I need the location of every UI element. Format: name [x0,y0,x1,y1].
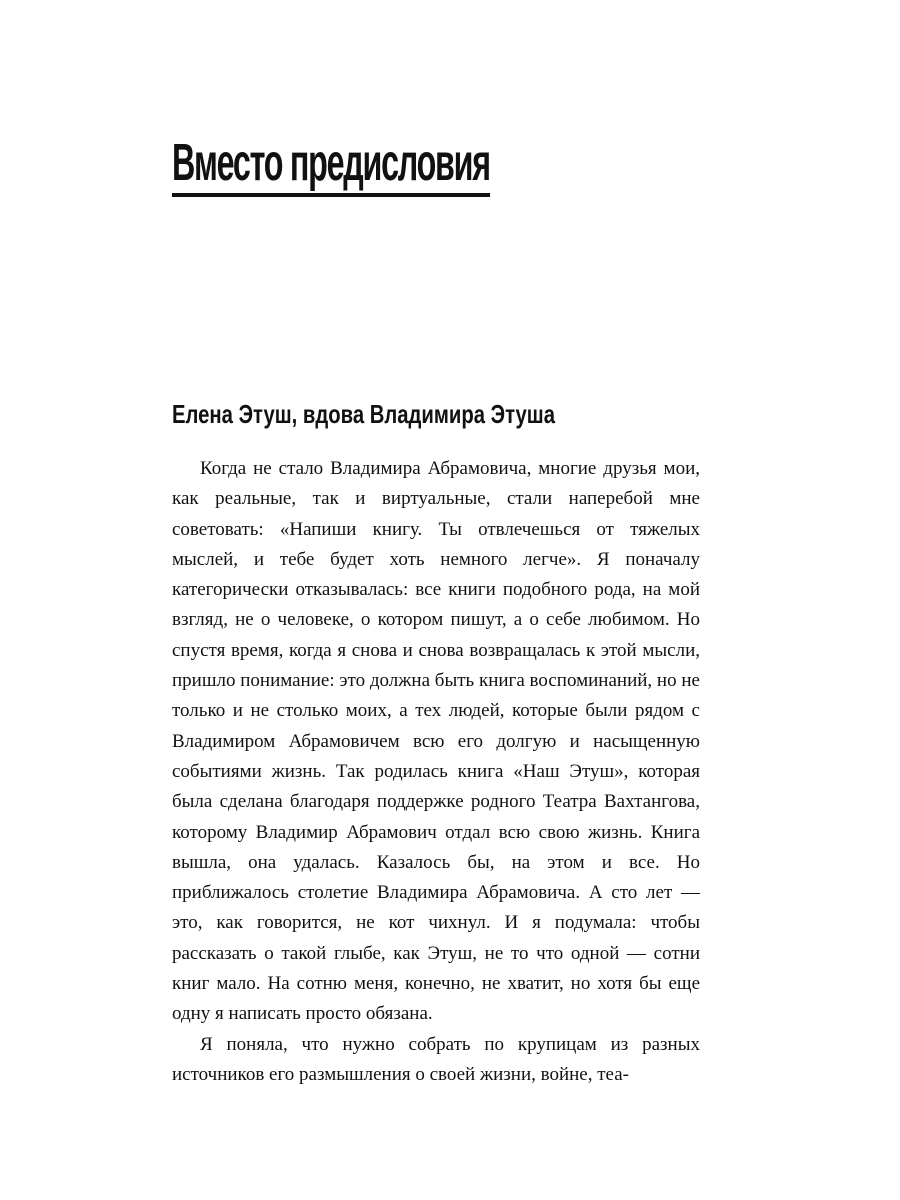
paragraph: Когда не стало Владимира Абрамовича, многие друзья мои, как реальные, так и виртуальные, стали наперебой мне советовать: «Напиши книгу. Ты отвлечешься от тяжелых мыслей, и тебе будет хоть немного легче». Я поначалу категорически отказывалась: все книги подобного рода, на мой взгляд, не о человеке, о котором пишут, а о себе любимом. Но спустя время, когда я снова и снова возвращалась к этой мысли, пришло понимание: это должна быть книга воспоминаний, но не только и не столько моих, а тех людей, которые были рядом с Владимиром Абрамовичем всю его долгую и насыщенную событиями жизнь. Так родилась книга «Наш Этуш», которая была сделана благодаря поддержке родного Театра Вахтангова, которому Владимир Абрамович отдал всю свою жизнь. Книга вышла, она удалась. Казалось бы, на этом и все. Но приближалось столетие Владимира Абрамовича. А сто лет — это, как говорится, не кот чихнул. И я подумала: чтобы рассказать о такой глыбе, как Этуш, не то что одной — сотни книг мало. На сотню меня, конечно, не хватит, но хотя бы еще одну я написать просто обязана. [172,458,700,1025]
body-text [172,454,700,1090]
chapter-title-text: Вместо предисловия [172,133,490,197]
paragraph: Я поняла, что нужно собрать по крупицам из разных источников его размышления о своей жизни, войне, теа- [172,1033,700,1085]
section-heading: Елена Этуш, вдова Владимира Этуша [172,399,555,429]
chapter-title [172,128,519,198]
